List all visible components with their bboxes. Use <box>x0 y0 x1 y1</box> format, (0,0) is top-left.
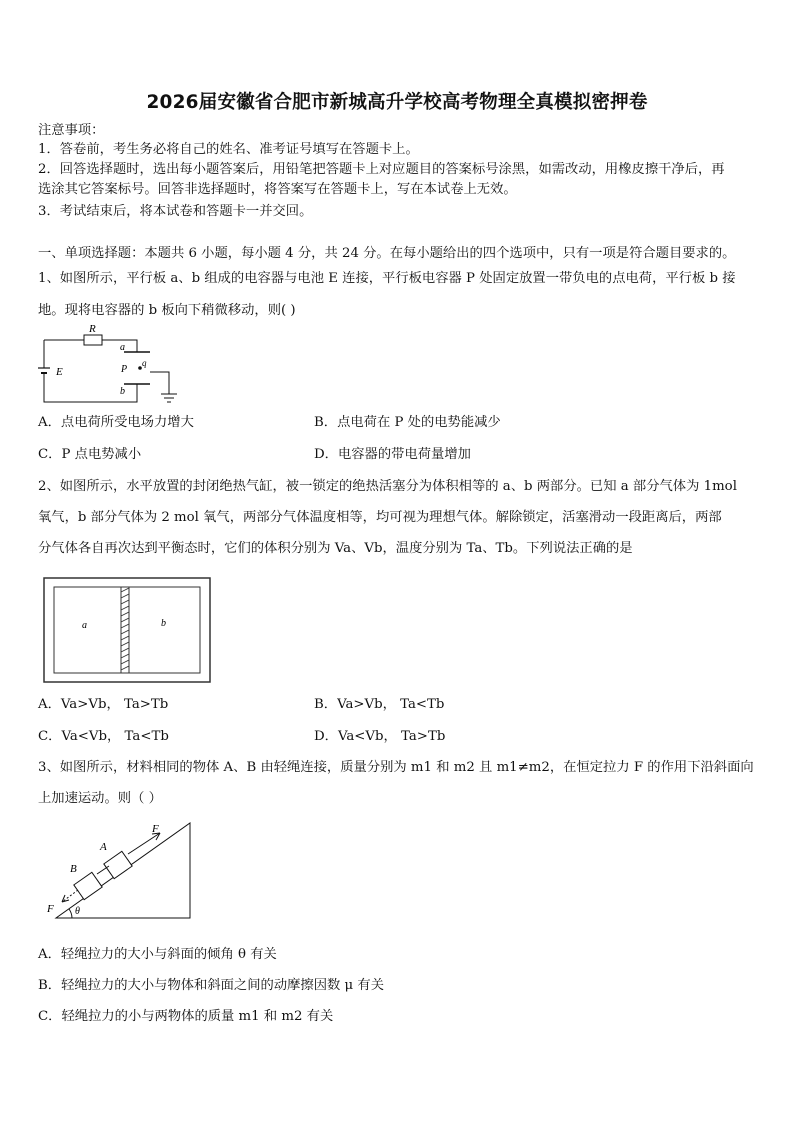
notice-line-1: 1．答卷前，考生务必将自己的姓名、准考证号填写在答题卡上。 <box>38 142 419 157</box>
piston <box>121 587 129 673</box>
q1-option-a: A．点电荷所受电场力增大 <box>38 415 194 430</box>
q3-option-c: C．轻绳拉力的小与两物体的质量 m1 和 m2 有关 <box>38 1009 334 1024</box>
q3-option-b: B．轻绳拉力的大小与物体和斜面之间的动摩擦因数 μ 有关 <box>38 978 384 993</box>
label-b: b <box>120 386 125 397</box>
block-A <box>104 851 132 878</box>
q2-option-b: B．Va>Vb， Ta<Tb <box>314 697 445 712</box>
q1-option-b: B．点电荷在 P 处的电势能减少 <box>314 415 501 430</box>
notice-line-3: 选涂其它答案标号。回答非选择题时，将答案写在答题卡上，写在本试卷上无效。 <box>38 182 517 197</box>
q2-stem-line-2: 氧气，b 部分气体为 2 mol 氧气，两部分气体温度相等，均可视为理想气体。解除锁定，活塞滑动一段距离后，两部 <box>38 510 722 525</box>
notice-heading: 注意事项： <box>38 123 105 138</box>
q3-stem-line-2: 上加速运动。则（ ） <box>38 791 162 806</box>
q2-option-c: C．Va<Vb， Ta<Tb <box>38 729 169 744</box>
section-heading: 一、单项选择题：本题共 6 小题，每小题 4 分，共 24 分。在每小题给出的四个选项中，只有一项是符合题目要求的。 <box>38 246 736 261</box>
q2-stem-line-3: 分气体各自再次达到平衡态时，它们的体积分别为 Va、Vb，温度分别为 Ta、Tb。下列说法正确的是 <box>38 541 633 556</box>
q3-incline-diagram <box>40 818 200 924</box>
label-gas-a: a <box>82 620 87 631</box>
label-block-A: A <box>100 841 107 853</box>
q2-cylinder-diagram <box>42 576 212 684</box>
q1-stem-line-2: 地。现将电容器的 b 板向下稍微移动，则( ) <box>38 303 296 318</box>
label-P: P <box>121 364 128 375</box>
block-B <box>74 872 102 899</box>
q1-stem-line-1: 1、如图所示，平行板 a、b 组成的电容器与电池 E 连接，平行板电容器 P 处固定放置一带负电的点电荷，平行板 b 接 <box>38 271 736 286</box>
label-R: R <box>89 323 96 335</box>
q2-option-d: D．Va<Vb， Ta>Tb <box>314 729 446 744</box>
label-block-B: B <box>70 863 77 875</box>
q1-option-d: D．电容器的带电荷量增加 <box>314 447 471 462</box>
q3-option-a: A．轻绳拉力的大小与斜面的倾角 θ 有关 <box>38 947 277 962</box>
q3-stem-line-1: 3、如图所示，材料相同的物体 A、B 由轻绳连接，质量分别为 m1 和 m2 且 m1≠m2，在恒定拉力 F 的作用下沿斜面向 <box>38 760 754 775</box>
notice-line-2: 2．回答选择题时，选出每小题答案后，用铅笔把答题卡上对应题目的答案标号涂黑，如需改动，用橡皮擦干净后，再 <box>38 162 725 177</box>
label-theta: θ <box>75 906 80 917</box>
label-q: q <box>142 358 147 368</box>
notice-line-4: 3．考试结束后，将本试卷和答题卡一并交回。 <box>38 204 313 219</box>
label-E: E <box>56 366 63 378</box>
resistor-icon <box>84 335 102 345</box>
label-force-top: F <box>152 823 159 835</box>
q1-option-c: C．P 点电势减小 <box>38 447 142 462</box>
label-force-bottom: F <box>47 903 54 915</box>
label-gas-b: b <box>161 618 166 629</box>
page-title: 2026届安徽省合肥市新城高升学校高考物理全真模拟密押卷 <box>146 92 648 113</box>
label-a: a <box>120 342 125 353</box>
q2-stem-line-1: 2、如图所示，水平放置的封闭绝热气缸，被一锁定的绝热活塞分为体积相等的 a、b 两部分。已知 a 部分气体为 1mol <box>38 479 737 494</box>
q2-option-a: A．Va>Vb， Ta>Tb <box>38 697 169 712</box>
q1-circuit-diagram <box>34 322 184 414</box>
